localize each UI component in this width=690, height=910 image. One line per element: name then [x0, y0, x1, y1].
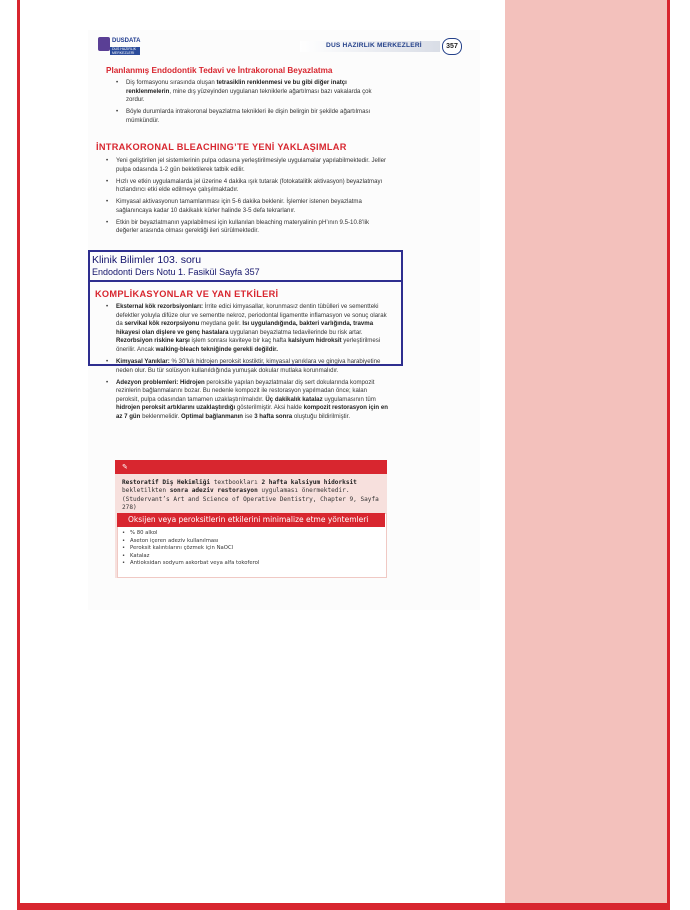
list-item: • Diş formasyonu sırasında oluşan tetrasiklin renklenmesi ve bu gibi diğer inatçı renklenmelerin, mine dış yüzeyinden uygulanan tekniklerle ağartılması bazı vakalarda çok zordur.: [116, 79, 388, 105]
side-panel: [505, 0, 667, 903]
methods-title: Oksijen veya peroksitlerin etkilerini minimalize etme yöntemleri: [128, 515, 369, 524]
dusdata-logo: [98, 37, 140, 57]
list-item: • Adezyon problemleri: Hidrojen peroksitle yapılan beyazlatmalar diş sert dokularında kompozit rezinlerin bağlanmalarını bozar. Bu nedenle kompozit ile restorasyon yapılmadan önce; kalan peroksit, pulpa odasından tamamen uzaklaştırılmalıdır. Üç dakikalık katalaz uygulamasının tüm hidrojen peroksit artıklarını uzaklaştırdığı gösterilmiştir. Aksi halde kompozit restorasyon için en az 7 gün beklenmelidir. Optimal bağlanmanın ise 3 hafta sonra oluştuğu bildirilmiştir.: [106, 379, 388, 422]
page-number: 357: [442, 38, 462, 55]
note-header: [115, 460, 387, 474]
list-item: • Böyle durumlarda intrakoronal beyazlatma teknikleri ile dişin belirgin bir şekilde ağartılması mümkündür.: [116, 108, 388, 125]
list-item: • Aseton içeren adeziv kullanılması: [122, 538, 259, 546]
section2-heading: İNTRAKORONAL BLEACHING’TE YENİ YAKLAŞIMLAR: [96, 142, 347, 152]
pencil-icon: ✎: [122, 464, 128, 471]
list-item: • Antioksidan sodyum askorbat veya alfa tokoferol: [122, 560, 259, 568]
annotation-line2: Endodonti Ders Notu 1. Fasikül Sayfa 357: [92, 267, 260, 277]
bottom-red-bar: [17, 903, 670, 910]
annotation-line1: Klinik Bilimler 103. soru: [92, 254, 202, 266]
note-text: Restoratif Diş Hekimliği textbookları 2 hafta kalsiyum hidorksit bekletilkten sonra adeziv restorasyon uygulaması önermektedir. (Studervant’s Art and Science of Operative Dentistry, Chapter 9, Sayfa 278): [122, 479, 379, 511]
list-item: • Katalaz: [122, 553, 259, 561]
logo-subtext: DUS HAZIRLIK MERKEZLERİ: [110, 47, 140, 55]
section3-heading: KOMPLİKASYONLAR VE YAN ETKİLERİ: [95, 289, 279, 299]
annotation-divider: [88, 280, 403, 282]
section1-heading: Planlanmış Endodontik Tedavi ve İntrakoronal Beyazlatma: [106, 66, 333, 75]
list-item: • Eksternal kök rezorbsiyonları: İrrite edici kimyasallar, korunmasız dentin tübülleri ve sementteki defektler yoluyla difüze olur ve sementte nekroz, periodontal ligamentte inflamasyon ve sonuç olarak da servikal kök rezorpsiyonu meydana gelir. Isı uygulandığında, bakteri varlığında, travma hikayesi olan dişlere ve genç hastalara uygulanan beyazlatma tedavilerinde bu risk artar. Rezorbsiyon riskine karşı işlem sonrası kaviteye bir kaç hafta kalsiyum hidroksit yerleştirilmesi önerilir. Ancak walking-bleach tekniğinde gerekli değildir.: [106, 303, 388, 355]
section3-list: [106, 303, 388, 425]
section2-list: [106, 157, 388, 239]
methods-list: [122, 530, 259, 568]
list-item: • Etkin bir beyazlatmanın yapılabilmesi için kullanılan bleaching materyalinin pH’ının 9.5-10.8’lik değerler arasında olması gerektiği ileri sürülmektedir.: [106, 219, 388, 236]
list-item: • Yeni geliştirilen jel sistemlerinin pulpa odasına yerleştirilmesiyle uygulamalar yapılabilmektedir. Jeller pulpa odasında 1-2 gün bekletilerek tatbik edilir.: [106, 157, 388, 174]
section1-list: [116, 79, 388, 129]
list-item: • Kimyasal Yanıklar: % 30’luk hidrojen peroksit kostiktir, kimyasal yanıklara ve gingiva harabiyetine neden olur. Bu tür solüsyon kullanıldığında yumuşak dokular mutlaka korunmalıdır.: [106, 358, 388, 375]
list-item: • Kimyasal aktivasyonun tamamlanması için 5-6 dakika beklenir. İşlemler istenen beyazlatma sağlanıncaya kadar 10 dakikalık kürler halinde 3-5 defa tekrarlanır.: [106, 198, 388, 215]
list-item: • % 80 alkol: [122, 530, 259, 538]
list-item: • Peroksit kalıntılarını çözmek için NaOCl: [122, 545, 259, 553]
logo-mark-icon: [98, 37, 110, 51]
list-item: • Hızlı ve etkin uygulamalarda jel üzerine 4 dakika ışık tutarak (fotokatalitik aktivasyon) beyazlatmayı hızlandırıcı etki elde edilmeye çalışılmaktadır.: [106, 178, 388, 195]
header-title: DUS HAZIRLIK MERKEZLERİ: [326, 42, 422, 49]
logo-text: DUSDATA: [112, 38, 141, 44]
